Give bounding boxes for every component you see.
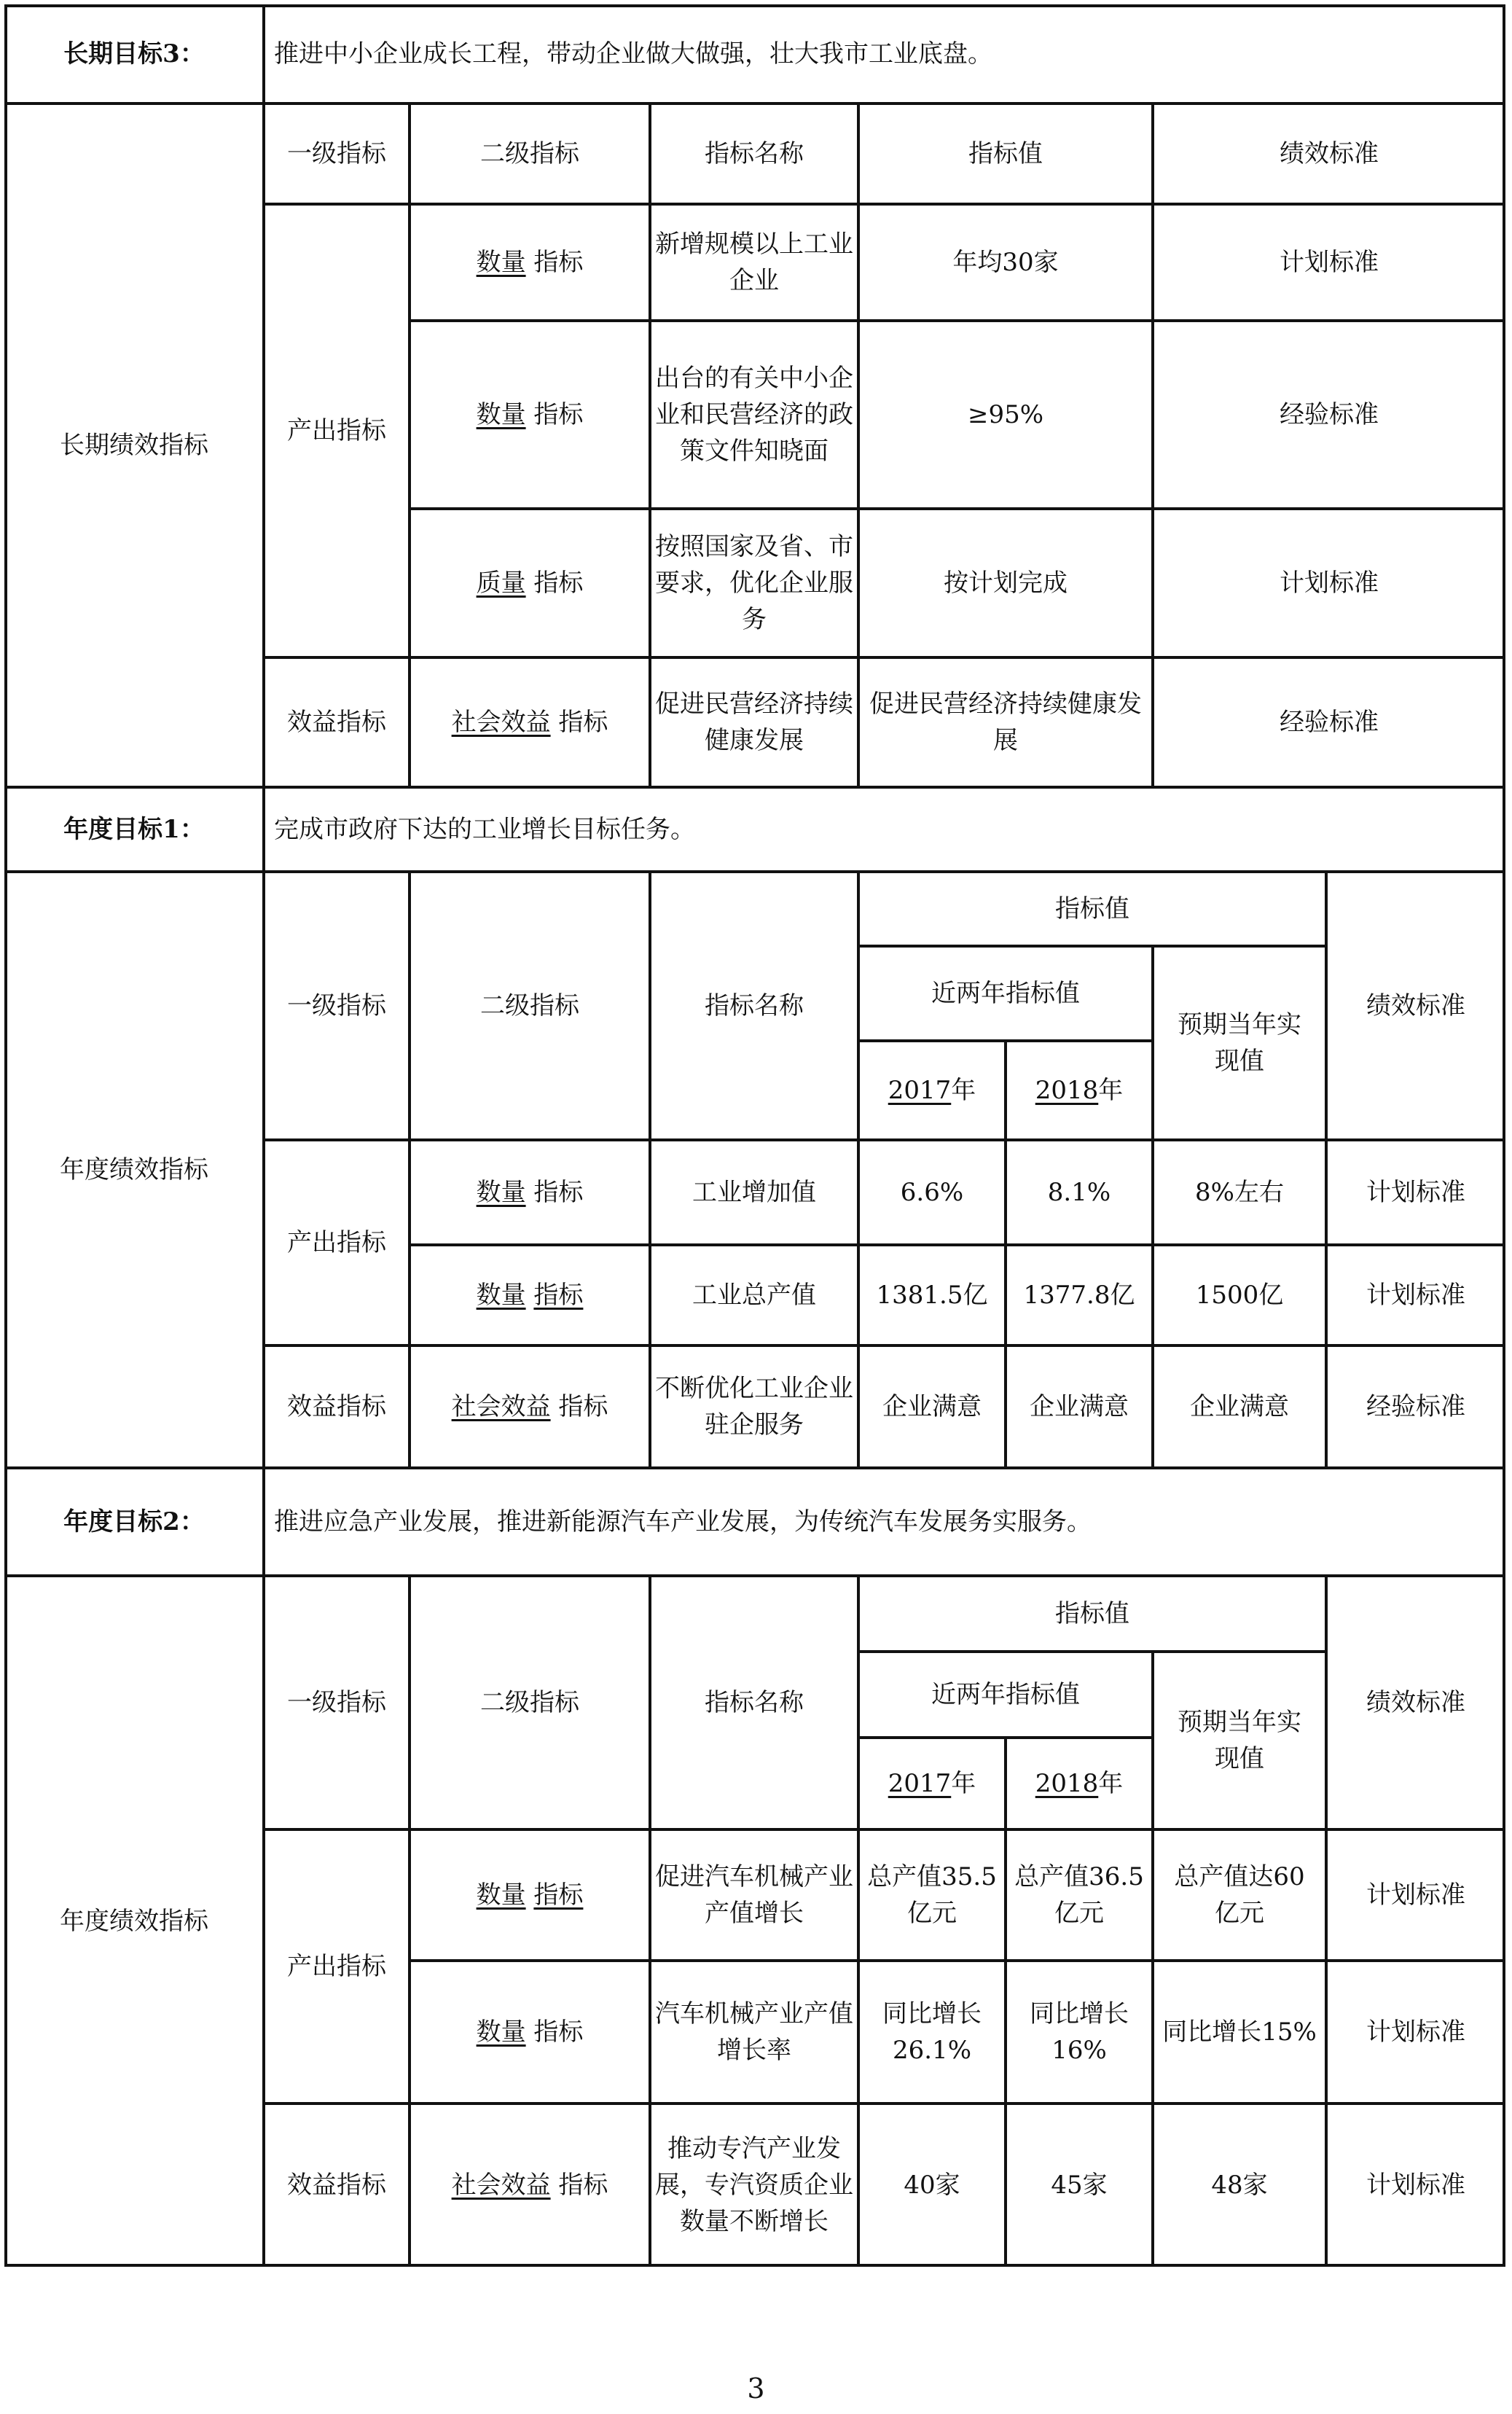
benefit-indicators-group: 效益指标 — [287, 2171, 386, 2200]
year-value: 2018 — [1035, 1769, 1099, 1798]
performance-standard: 计划标准 — [1366, 2017, 1465, 2047]
grid-line — [410, 319, 1505, 322]
grid-line — [264, 656, 1505, 659]
header-year-2018 — [1006, 1738, 1153, 1829]
benefit-indicators-group: 效益指标 — [287, 1392, 386, 1421]
annual-indicators-label: 年度绩效指标 — [60, 1907, 208, 1936]
value-2017: 40家 — [904, 2171, 960, 2200]
level2-indicator — [410, 1245, 650, 1345]
header-year-2017 — [858, 1738, 1006, 1829]
performance-indicator-table — [4, 4, 1505, 2267]
header-indicator-name: 指标名称 — [705, 139, 804, 168]
header-level1: 一级指标 — [287, 991, 386, 1020]
level2-type: 质量 — [476, 569, 526, 598]
level2-suffix: 指标 — [558, 1392, 608, 1421]
header-indicator-value: 指标值 — [1055, 1599, 1129, 1628]
performance-standard: 经验标准 — [1280, 400, 1379, 429]
indicator-name: 推动专汽产业发展，专汽资质企业数量不断增长 — [655, 2134, 853, 2236]
value-2017: 1381.5亿 — [876, 1281, 988, 1310]
level2-suffix: 指标 — [533, 569, 584, 598]
performance-standard: 经验标准 — [1280, 708, 1379, 737]
grid-line — [264, 203, 1505, 206]
header-performance-standard: 绩效标准 — [1366, 1688, 1465, 1717]
year-value: 2017 — [888, 1769, 952, 1798]
grid-line — [4, 870, 1505, 873]
value-2017: 同比增长26.1% — [882, 1999, 982, 2065]
output-indicators-group: 产出指标 — [287, 416, 386, 445]
level2-type: 社会效益 — [451, 1392, 551, 1421]
level2-indicator — [410, 204, 650, 321]
expected-value: 1500亿 — [1195, 1281, 1284, 1310]
expected-value: 48家 — [1211, 2171, 1268, 2200]
grid-line — [408, 872, 411, 1468]
year-suffix: 年 — [1098, 1076, 1124, 1105]
header-level2: 二级指标 — [480, 139, 579, 168]
header-performance-standard: 绩效标准 — [1366, 991, 1465, 1020]
indicator-value: 促进民营经济持续健康发展 — [869, 690, 1142, 755]
value-2018: 45家 — [1051, 2171, 1108, 2200]
level2-indicator — [410, 2104, 650, 2267]
level2-suffix: 指标 — [558, 708, 608, 737]
expected-value: 企业满意 — [1190, 1392, 1289, 1421]
indicator-name: 促进汽车机械产业产值增长 — [655, 1862, 853, 1928]
grid-line — [264, 2102, 1505, 2105]
grid-line — [857, 1576, 860, 2267]
value-2018: 总产值36.5亿元 — [1014, 1862, 1144, 1928]
level2-suffix: 指标 — [533, 400, 584, 429]
grid-line — [408, 103, 411, 787]
performance-standard: 计划标准 — [1366, 1880, 1465, 1910]
expected-value: 同比增长15% — [1162, 2017, 1317, 2047]
annual-goal-1-text: 完成市政府下达的工业增长目标任务。 — [274, 815, 695, 844]
grid-line — [1151, 946, 1154, 1468]
year-suffix: 年 — [951, 1076, 976, 1105]
grid-line — [1151, 1652, 1154, 2267]
performance-standard: 计划标准 — [1366, 1281, 1465, 1310]
header-indicator-value: 指标值 — [968, 139, 1043, 168]
table-border — [4, 4, 1505, 7]
output-indicators-group: 产出指标 — [287, 1228, 386, 1257]
grid-line — [1151, 103, 1154, 787]
level2-suffix: 指标 — [533, 1281, 584, 1310]
value-2018: 同比增长16% — [1030, 1999, 1129, 2065]
level2-type: 数量 — [476, 1281, 526, 1310]
year-value: 2017 — [888, 1076, 952, 1105]
level2-suffix: 指标 — [533, 1178, 584, 1207]
grid-line — [649, 103, 651, 787]
long-goal-3-label: 长期目标3： — [63, 39, 205, 69]
table-border — [4, 4, 7, 2267]
level2-type: 社会效益 — [451, 708, 551, 737]
performance-standard: 计划标准 — [1280, 569, 1379, 598]
level2-type: 数量 — [476, 1178, 526, 1207]
grid-line — [649, 872, 651, 1468]
performance-standard: 计划标准 — [1366, 2171, 1465, 2200]
indicator-name: 工业增加值 — [692, 1178, 816, 1207]
table-border — [4, 2264, 1505, 2267]
grid-line — [264, 1138, 1505, 1141]
performance-standard: 经验标准 — [1366, 1392, 1465, 1421]
grid-line — [1004, 1041, 1007, 1468]
level2-type: 数量 — [476, 400, 526, 429]
grid-line — [4, 786, 1505, 789]
header-indicator-value: 指标值 — [1055, 894, 1129, 923]
indicator-value: 年均30家 — [952, 248, 1059, 277]
header-expected-value: 预期当年实现值 — [1178, 1708, 1301, 1773]
header-year-2018 — [1006, 1041, 1153, 1140]
grid-line — [408, 1576, 411, 2267]
indicator-name: 工业总产值 — [692, 1281, 816, 1310]
long-term-indicators-label: 长期绩效指标 — [60, 431, 208, 460]
expected-value: 总产值达60亿元 — [1174, 1862, 1305, 1928]
level2-indicator — [410, 657, 650, 787]
level2-suffix: 指标 — [533, 2017, 584, 2047]
grid-line — [4, 1574, 1505, 1577]
benefit-indicators-group: 效益指标 — [287, 708, 386, 737]
grid-line — [858, 1650, 1326, 1653]
indicator-name: 汽车机械产业产值增长率 — [655, 1999, 853, 2065]
value-2017: 6.6% — [900, 1178, 964, 1207]
year-value: 2018 — [1035, 1076, 1099, 1105]
header-recent-two-years: 近两年指标值 — [931, 1680, 1080, 1709]
level2-indicator — [410, 321, 650, 509]
header-year-2017 — [858, 1041, 1006, 1140]
grid-line — [649, 1576, 651, 2267]
value-2018: 1377.8亿 — [1023, 1281, 1135, 1310]
level2-type: 数量 — [476, 1880, 526, 1910]
indicator-name: 不断优化工业企业驻企服务 — [655, 1374, 853, 1440]
header-indicator-name: 指标名称 — [705, 1688, 804, 1717]
value-2017: 企业满意 — [882, 1392, 982, 1421]
indicator-value: ≥95% — [967, 400, 1044, 429]
level2-indicator — [410, 1345, 650, 1468]
annual-goal-2-text: 推进应急产业发展，推进新能源汽车产业发展，为传统汽车发展务实服务。 — [274, 1507, 1092, 1536]
indicator-name: 按照国家及省、市要求，优化企业服务 — [655, 532, 853, 634]
expected-value: 8%左右 — [1195, 1178, 1284, 1207]
value-2018: 企业满意 — [1030, 1392, 1129, 1421]
level2-indicator — [410, 509, 650, 657]
level2-type: 社会效益 — [451, 2171, 551, 2200]
level2-suffix: 指标 — [533, 1880, 584, 1910]
page-number: 3 — [747, 2372, 765, 2405]
output-indicators-group: 产出指标 — [287, 1952, 386, 1981]
header-performance-standard: 绩效标准 — [1280, 139, 1379, 168]
level2-indicator — [410, 1140, 650, 1245]
performance-standard: 计划标准 — [1366, 1178, 1465, 1207]
grid-line — [858, 945, 1326, 948]
indicator-name: 促进民营经济持续健康发展 — [655, 690, 853, 755]
grid-line — [857, 872, 860, 1468]
level2-indicator — [410, 1829, 650, 1961]
annual-indicators-label: 年度绩效指标 — [60, 1155, 208, 1184]
year-suffix: 年 — [1098, 1769, 1124, 1798]
grid-line — [262, 4, 265, 2267]
value-2017: 总产值35.5亿元 — [867, 1862, 997, 1928]
grid-line — [410, 1243, 1505, 1246]
annual-goal-1-label: 年度目标1： — [63, 815, 205, 844]
value-2018: 8.1% — [1047, 1178, 1111, 1207]
level2-suffix: 指标 — [558, 2171, 608, 2200]
header-level2: 二级指标 — [480, 1688, 579, 1717]
grid-line — [410, 507, 1505, 510]
indicator-name: 新增规模以上工业企业 — [655, 230, 853, 295]
grid-line — [1325, 1576, 1328, 2267]
grid-line — [264, 1828, 1505, 1831]
level2-suffix: 指标 — [533, 248, 584, 277]
grid-line — [1004, 1738, 1007, 2267]
table-border — [1503, 4, 1505, 2267]
header-level1: 一级指标 — [287, 1688, 386, 1717]
grid-line — [410, 1959, 1505, 1962]
grid-line — [857, 103, 860, 787]
indicator-name: 出台的有关中小企业和民营经济的政策文件知晓面 — [655, 364, 853, 466]
header-indicator-name: 指标名称 — [705, 991, 804, 1020]
annual-goal-2-label: 年度目标2： — [63, 1507, 205, 1536]
level2-type: 数量 — [476, 2017, 526, 2047]
header-recent-two-years: 近两年指标值 — [931, 979, 1080, 1008]
grid-line — [1325, 872, 1328, 1468]
indicator-value: 按计划完成 — [944, 569, 1068, 598]
header-level1: 一级指标 — [287, 139, 386, 168]
performance-standard: 计划标准 — [1280, 248, 1379, 277]
long-goal-3-text: 推进中小企业成长工程，带动企业做大做强，壮大我市工业底盘。 — [274, 39, 992, 69]
year-suffix: 年 — [951, 1769, 976, 1798]
level2-type: 数量 — [476, 248, 526, 277]
grid-line — [4, 102, 1505, 105]
level2-indicator — [410, 1961, 650, 2104]
grid-line — [4, 1466, 1505, 1469]
grid-line — [264, 1344, 1505, 1347]
header-expected-value: 预期当年实现值 — [1178, 1010, 1301, 1076]
header-level2: 二级指标 — [480, 991, 579, 1020]
